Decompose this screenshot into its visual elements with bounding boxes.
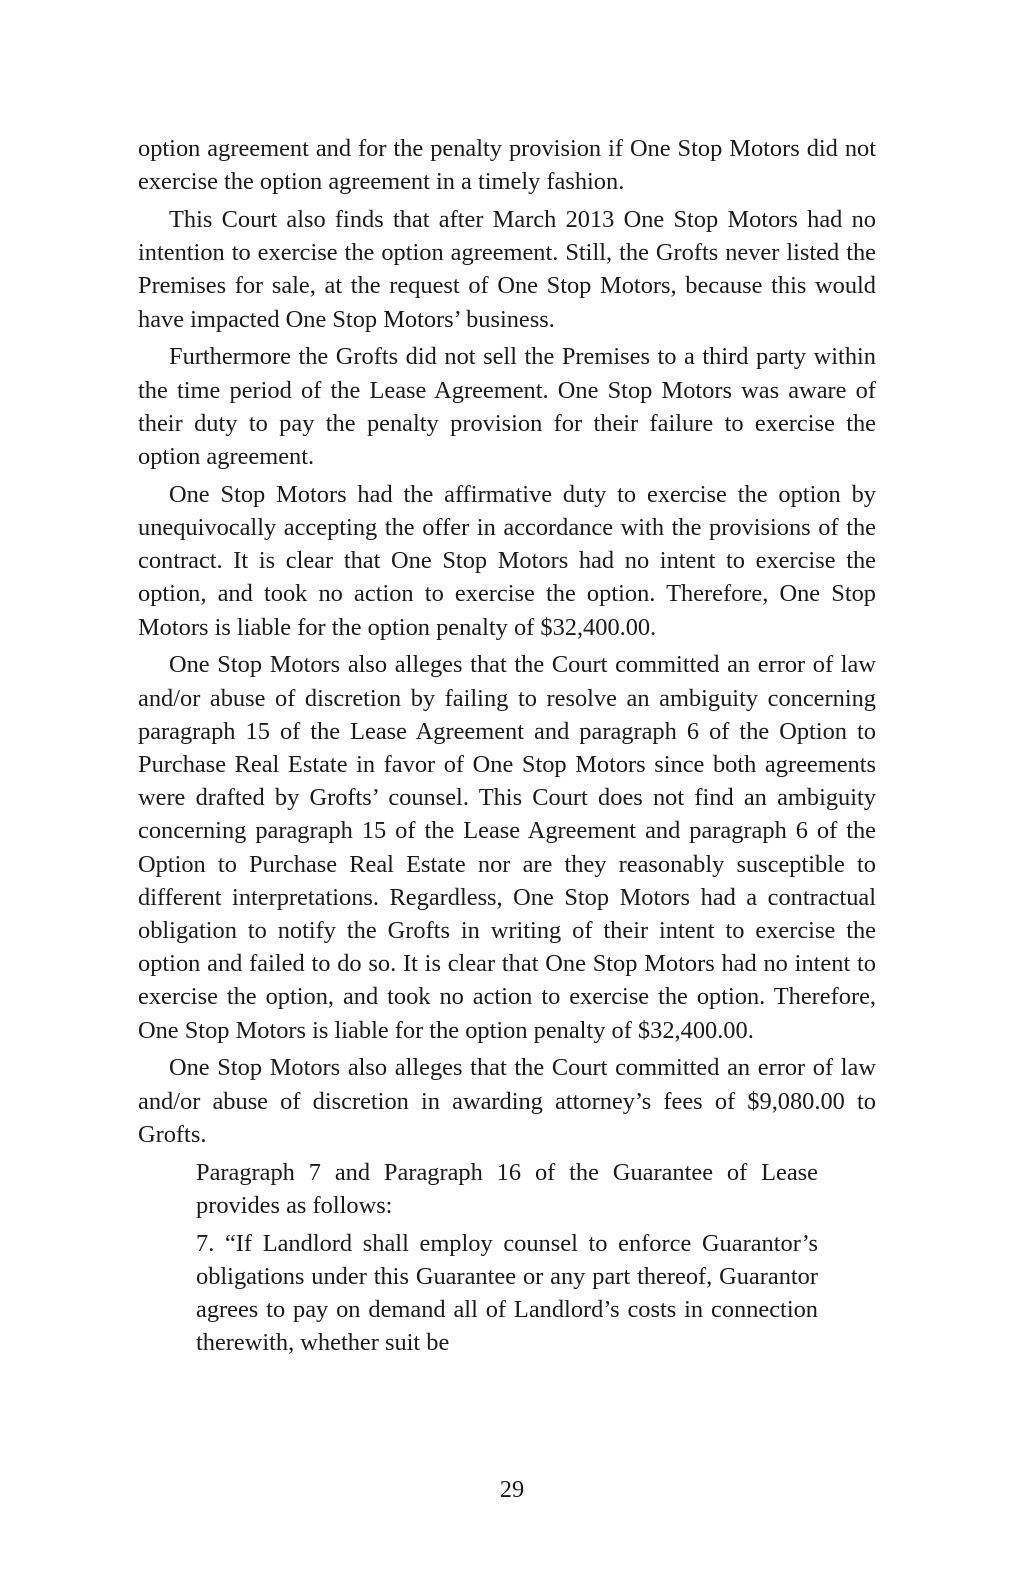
page-body [138, 132, 876, 1364]
paragraph-affirmative-duty: One Stop Motors had the affirmative duty to exercise the option by unequivocally accepting the offer in accordance with the provisions of the contract. It is clear that One Stop Motors had no intent to exercise the option, and took no action to exercise the option. Therefore, One Stop Motors is liable for the option penalty of $32,400.00. [138, 480, 876, 641]
paragraph-court-findings: This Court also finds that after March 2013 One Stop Motors had no intention to exercise the option agreement. Still, the Grofts never listed the Premises for sale, at the request of One Stop Motors, because this would have impacted One Stop Motors’ business. [138, 206, 876, 333]
paragraph-premises-not-sold: Furthermore the Grofts did not sell the Premises to a third party within the time period of the Lease Agreement. One Stop Motors was aware of their duty to pay the penalty provision for their failure to exercise the option agreement. [138, 343, 876, 471]
paragraph-attorney-fees: One Stop Motors also alleges that the Court committed an error of law and/or abuse of discretion in awarding attorney’s fees of $9,080.00 to Grofts. [138, 1054, 876, 1148]
paragraph-ambiguity-allegation: One Stop Motors also alleges that the Court committed an error of law and/or abuse of discretion by failing to resolve an ambiguity concerning paragraph 15 of the Lease Agreement and paragraph 6 of the Option to Purchase Real Estate in favor of One Stop Motors since both agreements were drafted by Grofts’ counsel. This Court does not find an ambiguity concerning paragraph 15 of the Lease Agreement and paragraph 6 of the Option to Purchase Real Estate nor are they reasonably susceptible to different interpretations. Regardless, One Stop Motors had a contractual obligation to notify the Grofts in writing of their intent to exercise the option and failed to do so. It is clear that One Stop Motors had no intent to exercise the option, and took no action to exercise the option. Therefore, One Stop Motors is liable for the option penalty of $32,400.00. [138, 651, 876, 1044]
block-quote-paragraph-7: 7. “If Landlord shall employ counsel to enforce Guarantor’s obligations under this Guarantee or any part thereof, Guarantor agrees to pay on demand all of Landlord’s costs in connection therewith, whether suit be [196, 1229, 818, 1357]
paragraph-continuation: option agreement and for the penalty provision if One Stop Motors did not exercise the option agreement in a timely fashion. [138, 135, 876, 196]
block-quote-intro: Paragraph 7 and Paragraph 16 of the Guarantee of Lease provides as follows: [196, 1158, 818, 1219]
block-quote [196, 1156, 818, 1360]
page-number: 29 [499, 1476, 525, 1503]
